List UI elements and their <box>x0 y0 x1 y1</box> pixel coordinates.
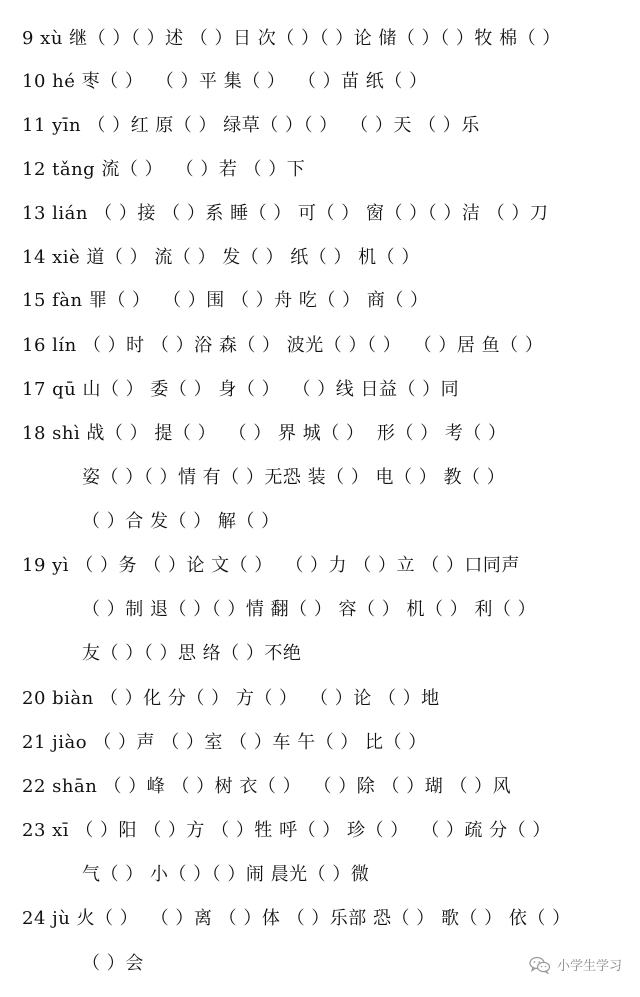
item-15-fan: 15 fàn 罪（ ） （ ）围 （ ）舟 吃（ ） 商（ ） <box>22 290 429 311</box>
item-14-xie: 14 xiè 道（ ） 流（ ） 发（ ） 纸（ ） 机（ ） <box>22 247 420 268</box>
item-11-yin: 11 yīn （ ）红 原（ ） 绿草（ ）（ ） （ ）天 （ ）乐 <box>22 115 480 136</box>
item-22-shan: 22 shān （ ）峰 （ ）树 衣（ ） （ ）除 （ ）瑚 （ ）风 <box>22 776 512 797</box>
item-12-tang: 12 tǎng 流（ ） （ ）若 （ ）下 <box>22 159 306 180</box>
item-18-shi: 18 shì 战（ ） 提（ ） （ ） 界 城（ ） 形（ ） 考（ ） <box>22 423 507 444</box>
item-16-lin: 16 lín （ ）时 （ ）浴 森（ ） 波光（ ）（ ） （ ）居 鱼（ ） <box>22 335 544 356</box>
wechat-icon <box>529 956 551 974</box>
watermark-text: 小学生学习 <box>556 959 622 974</box>
item-20-bian: 20 biàn （ ）化 分（ ） 方（ ） （ ）论 （ ）地 <box>22 688 440 709</box>
item-17-qu: 17 qū 山（ ） 委（ ） 身（ ） （ ）线 日益（ ）同 <box>22 379 460 400</box>
item-23-xi: 23 xī （ ）阳 （ ）方 （ ）牲 呼（ ） 珍（ ） （ ）疏 分（ ） <box>22 820 551 841</box>
item-24-ju: 24 jù 火（ ） （ ）离 （ ）体 （ ）乐部 恐（ ） 歌（ ） 依（ ） <box>22 908 571 929</box>
item-18-shi-continued-1: 姿（ ）（ ）情 有（ ）无恐 装（ ） 电（ ） 教（ ） <box>82 467 506 488</box>
watermark <box>529 955 622 974</box>
item-19-yi-continued-1: （ ）制 退（ ）（ ）情 翻（ ） 容（ ） 机（ ） 利（ ） <box>82 599 537 620</box>
item-9-xu: 9 xù 继（ ）（ ）述 （ ）日 次（ ）（ ）论 储（ ）（ ）牧 棉（ ） <box>22 28 561 49</box>
item-19-yi: 19 yì （ ）务 （ ）论 文（ ） （ ）力 （ ）立 （ ）口同声 <box>22 555 520 576</box>
item-19-yi-continued-2: 友（ ）（ ）思 络（ ）不绝 <box>82 643 302 664</box>
item-18-shi-continued-2: （ ）合 发（ ） 解（ ） <box>82 511 280 532</box>
item-21-jiao: 21 jiào （ ）声 （ ）室 （ ）车 午（ ） 比（ ） <box>22 732 427 753</box>
item-24-ju-continued-1: （ ）会 <box>82 953 144 974</box>
item-13-lian: 13 lián （ ）接 （ ）系 睡（ ） 可（ ） 窗（ ）（ ）洁 （ ）刀 <box>22 203 549 224</box>
item-10-he: 10 hé 枣（ ） （ ）平 集（ ） （ ）苗 纸（ ） <box>22 71 428 92</box>
item-23-xi-continued-1: 气（ ） 小（ ）（ ）闹 晨光（ ）微 <box>82 864 370 885</box>
